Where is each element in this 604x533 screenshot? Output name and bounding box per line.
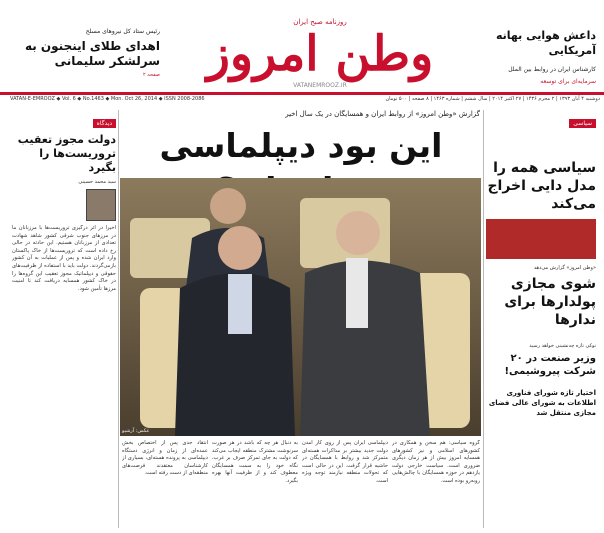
left-headline: دولت مجوز تعقیب تروریست‌ها را بگیرد xyxy=(17,133,116,174)
left-column xyxy=(12,110,116,495)
left-section-label: دیدگاه xyxy=(93,119,116,128)
masthead-url: VATANEMROOZ.IR xyxy=(293,82,347,89)
right-headline-2: شوی مجازی پولدارها برای ندارها xyxy=(504,276,596,328)
header-left-page: صفحه ۲ xyxy=(143,72,160,78)
main-photo xyxy=(120,178,481,436)
main-kicker: گزارش «وطن امروز» از روابط ایران و همسایگان در یک سال اخیر xyxy=(285,110,480,118)
dateline xyxy=(10,96,600,106)
body-column-1: گروه سیاسی: هم سخن و همکاری در کشورهای اسلامی و نیز کشورهای همسایه امروز بیش از هر زمان دیگری ضروری است. سیاست خارجی دولت یازدهم در حوزه همسایگان با چالش‌هایی روبه‌رو بوده است. xyxy=(392,440,480,484)
header-left-teaser xyxy=(10,28,160,78)
dateline-latin: VATAN-E-EMROOZ ◆ Vol. 6 ◆ No.1463 ◆ Mon. Oct 26, 2014 ◆ ISSN 2008-2086 xyxy=(10,96,205,102)
header-left-kicker: رئیس ستاد کل نیروهای مسلح xyxy=(85,28,160,35)
body-column-3: به دنبال هر چه که باشد در هر صورت سرنوشت مشترک منطقه ایجاب می‌کند که دولت به جای تمرکز صرف بر غرب، نگاه خود را به سمت همسایگان معطوف کند و از ظرفیت آنها بهره بگیرد. xyxy=(212,440,298,484)
header-right-teaser xyxy=(470,28,596,86)
right-kicker-2: «وطن امروز» گزارش می‌دهد xyxy=(533,265,596,271)
newspaper-logo: وطن امروز xyxy=(206,26,434,82)
left-body: اخیراً در اثر درگیری تروریست‌ها با مرزبانان ما در مرزهای جنوب شرقی کشور شاهد شهادت تعدادی از مرزبانان هستیم. این حادثه در حالی رخ داده است که تروریست‌ها از خاک پاکستان وارد ایران شده و پس از عملیات به آن کشور بازمی‌گردند. دولت باید با استفاده از ظرفیت‌های حقوقی و دیپلماتیک مجوز تعقیب این گروه‌ها را در خاک کشور همسایه دریافت کند تا امنیت مرزها تأمین شود. xyxy=(12,225,116,292)
main-photo-illustration xyxy=(120,178,481,436)
body-column-2: دیپلماسی ایران پس از روی کار آمدن دولت جدید بیشتر بر مذاکرات هسته‌ای متمرکز شد و روابط با همسایگان در حاشیه قرار گرفت. این در حالی است که تحولات منطقه نیازمند توجه ویژه است. xyxy=(302,440,388,484)
header-left-headline: اهدای طلای اینجنون به سرلشکر سلیمانی xyxy=(24,39,160,68)
header-right-headline: داعش هوایی بهانه آمریکایی xyxy=(495,29,596,57)
right-headline-3: وزیر صنعت در ۲۰ شرکت پیروشیمی! xyxy=(504,353,596,377)
masthead-divider xyxy=(0,92,604,95)
body-column-4: انتقاد جدی پس از اختصاص بخش عمده‌ای از زمان و انرژی دستگاه دیپلماسی به پرونده هسته‌ای، بسیاری از کارشناسان معتقدند فرصت‌های منطقه‌ای از دست رفته است. xyxy=(122,440,208,477)
main-story-body xyxy=(120,440,481,528)
header-right-sub-1: کارشناس ایران در روابط بین الملل xyxy=(508,66,596,73)
left-column-rule xyxy=(118,110,119,528)
header-right-sub-2: سرمایه‌ای برای توسعه xyxy=(540,78,596,85)
right-bottom-headline: اختیار تازه شورای فناوری اطلاعات به شورای عالی فضای مجازی منتقل شد xyxy=(488,389,596,417)
right-photo xyxy=(486,219,596,259)
masthead-tagline: روزنامه صبح ایران xyxy=(293,18,347,26)
author-photo xyxy=(86,189,116,221)
right-column-rule xyxy=(483,110,484,528)
left-author: سید محمد حسینی xyxy=(78,179,116,185)
dateline-persian: دوشنبه ۴ آبان ۱۳۹۳ | ۲ محرم ۱۴۳۶ | ۲۷ اکتبر ۲۰۱۴ | سال ششم | شماره ۱۴۶۳ | ۸ صفحه | ۵۰۰ تومان xyxy=(385,96,600,102)
photo-caption: عکس: آرشیو xyxy=(122,428,150,434)
main-headline: این بود دیپلماسی xyxy=(159,126,443,165)
right-section-label: سیاسی xyxy=(569,119,596,128)
right-headline-1: سیاسی همه را مدل دایی اخراج می‌کند xyxy=(487,160,596,212)
right-kicker-3: نوکی تازه چه‌نشینی خواهد رسید xyxy=(529,343,596,349)
right-column xyxy=(486,110,596,418)
masthead xyxy=(175,18,465,88)
